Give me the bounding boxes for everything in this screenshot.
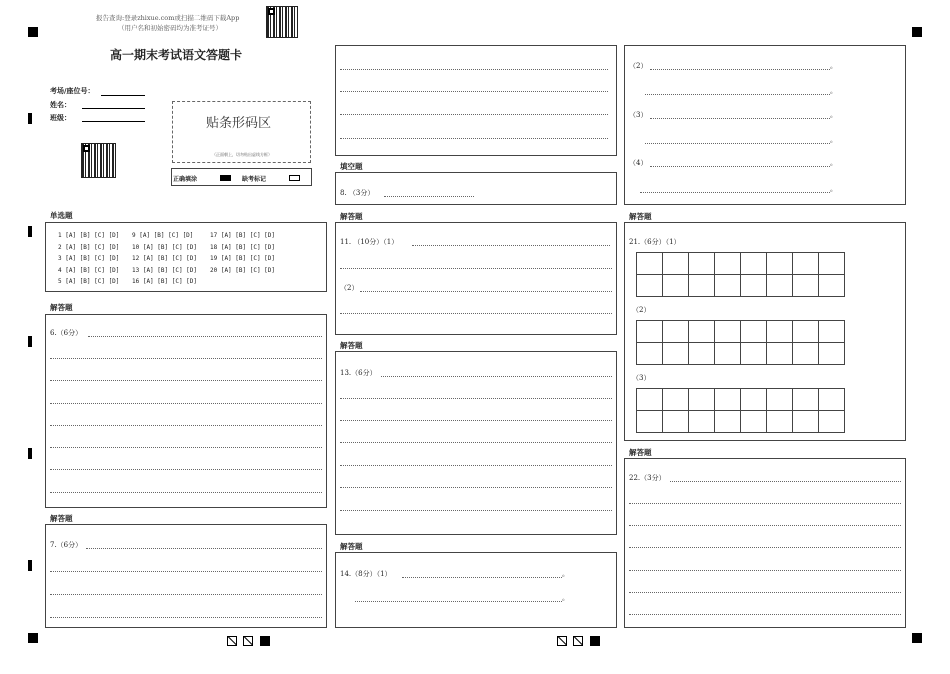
period-mark: 。 xyxy=(830,62,837,70)
part-4-label: （4） xyxy=(629,159,648,167)
choice-item[interactable]: 9 [A] [B] [C] [D] xyxy=(132,232,194,239)
answer-line[interactable] xyxy=(650,166,830,167)
answer-line[interactable] xyxy=(381,376,612,377)
page-mark-cross xyxy=(557,636,567,646)
q21-label: 21.（6分）（1） xyxy=(629,238,681,246)
answer-line[interactable] xyxy=(670,481,901,482)
answer-line[interactable] xyxy=(650,69,830,70)
page-mark-cross xyxy=(243,636,253,646)
q22-box xyxy=(624,458,906,628)
answer-line[interactable] xyxy=(629,503,901,504)
q13-label: 13.（6分） xyxy=(340,369,377,377)
choice-item[interactable]: 13 [A] [B] [C] [D] xyxy=(132,266,198,274)
period-mark: 。 xyxy=(562,594,569,602)
choice-item[interactable]: 2 [A] [B] [C] [D] xyxy=(58,243,120,251)
q14-label: 14.（8分）（1） xyxy=(340,570,392,578)
barcode-note: （正面朝上，切勿贴出虚线方框） xyxy=(212,152,272,157)
section-single-choice: 单选题 xyxy=(50,211,73,220)
q21-part3-label: （3） xyxy=(632,374,651,382)
class-label: 班级： xyxy=(50,114,71,122)
answer-line[interactable] xyxy=(340,398,612,399)
answer-line[interactable] xyxy=(50,358,322,359)
section-answer-q22: 解答题 xyxy=(629,448,652,457)
q6-box xyxy=(45,314,327,508)
continuation-box xyxy=(335,45,617,156)
corner-mark-tl xyxy=(28,27,38,37)
answer-line[interactable] xyxy=(340,510,612,511)
corner-mark-br xyxy=(912,633,922,643)
answer-line[interactable] xyxy=(384,196,474,197)
answer-line[interactable] xyxy=(340,442,612,443)
section-answer-q7: 解答题 xyxy=(50,514,73,523)
absent-mark-box[interactable] xyxy=(289,175,300,181)
answer-line[interactable] xyxy=(629,547,901,548)
answer-line[interactable] xyxy=(629,570,901,571)
period-mark: 。 xyxy=(830,111,837,119)
answer-line[interactable] xyxy=(340,420,612,421)
q6-label: 6.（6分） xyxy=(50,329,83,337)
choice-item[interactable]: 3 [A] [B] [C] [D] xyxy=(58,255,120,262)
writing-grid-3[interactable] xyxy=(636,388,845,433)
answer-line[interactable] xyxy=(412,245,610,246)
exam-room-label: 考场/座位号： xyxy=(50,87,95,95)
choice-item[interactable]: 20 [A] [B] [C] [D] xyxy=(210,266,276,274)
barcode-label: 贴条形码区 xyxy=(206,116,272,131)
timing-mark xyxy=(28,113,32,124)
answer-line[interactable] xyxy=(50,403,322,404)
absent-mark-label: 缺考标记 xyxy=(242,176,267,183)
answer-line[interactable] xyxy=(50,617,322,618)
writing-grid-2[interactable] xyxy=(636,320,845,365)
period-mark: 。 xyxy=(562,570,569,578)
timing-mark xyxy=(28,448,32,459)
period-mark: 。 xyxy=(830,136,837,144)
choice-col-2[interactable] xyxy=(132,230,197,288)
writing-grid-1[interactable] xyxy=(636,252,845,297)
choice-item[interactable]: 19 [A] [B] [C] [D] xyxy=(210,255,276,262)
answer-line[interactable] xyxy=(50,571,322,572)
section-answer-q6: 解答题 xyxy=(50,303,73,312)
answer-line[interactable] xyxy=(340,313,612,314)
choice-col-1[interactable] xyxy=(58,230,119,288)
answer-line[interactable] xyxy=(360,291,612,292)
choice-item[interactable]: 10 [A] [B] [C] [D] xyxy=(132,243,198,251)
choice-col-3[interactable] xyxy=(210,230,275,276)
answer-line[interactable] xyxy=(629,525,901,526)
section-fill-blank: 填空题 xyxy=(340,162,363,171)
section-answer-q13: 解答题 xyxy=(340,341,363,350)
timing-mark xyxy=(28,226,32,237)
page-mark-solid xyxy=(260,636,270,646)
choice-item[interactable]: 12 [A] [B] [C] [D] xyxy=(132,255,198,262)
correct-fill-sample xyxy=(220,175,231,181)
qr-code-top xyxy=(266,6,298,38)
answer-line[interactable] xyxy=(50,447,322,448)
answer-line[interactable] xyxy=(645,143,830,144)
answer-line[interactable] xyxy=(340,487,612,488)
name-field[interactable] xyxy=(82,108,145,109)
corner-mark-bl xyxy=(28,633,38,643)
choice-item[interactable]: 4 [A] [B] [C] [D] xyxy=(58,266,120,274)
correct-fill-label: 正确填涂 xyxy=(173,176,198,183)
answer-line[interactable] xyxy=(88,336,322,337)
answer-line[interactable] xyxy=(50,469,322,470)
answer-line[interactable] xyxy=(340,91,608,92)
answer-line[interactable] xyxy=(340,465,612,466)
answer-line[interactable] xyxy=(629,614,901,615)
choice-item[interactable]: 16 [A] [B] [C] [D] xyxy=(132,278,198,285)
q7-label: 7.（6分） xyxy=(50,541,83,549)
q8-label: 8. （3分） xyxy=(340,189,375,197)
notice-line-2: （用户名和初始密码均为准考证号） xyxy=(118,24,222,32)
page-mark-cross xyxy=(227,636,237,646)
timing-mark xyxy=(28,560,32,571)
q22-label: 22.（3分） xyxy=(629,474,666,482)
choice-item[interactable]: 17 [A] [B] [C] [D] xyxy=(210,232,276,239)
answer-line[interactable] xyxy=(340,138,608,139)
answer-line[interactable] xyxy=(640,192,830,193)
period-mark: 。 xyxy=(830,159,837,167)
section-answer-q11: 解答题 xyxy=(340,212,363,221)
qr-code-student xyxy=(81,143,116,178)
page-title: 高一期末考试语文答题卡 xyxy=(110,48,243,62)
choice-item[interactable]: 5 [A] [B] [C] [D] xyxy=(58,278,120,285)
answer-line[interactable] xyxy=(402,577,562,578)
answer-line[interactable] xyxy=(340,114,608,115)
corner-mark-tr xyxy=(912,27,922,37)
choice-item[interactable]: 18 [A] [B] [C] [D] xyxy=(210,243,276,251)
notice-line-1: 报告查询:登录zhixue.com或扫描二维码下载App xyxy=(96,14,240,22)
q14-box xyxy=(335,552,617,628)
choice-item[interactable]: 1 [A] [B] [C] [D] xyxy=(58,232,120,239)
name-label: 姓名： xyxy=(50,101,71,109)
q11-label: 11. （10分）（1） xyxy=(340,238,399,246)
section-answer-q21: 解答题 xyxy=(629,212,652,221)
q8-box xyxy=(335,172,617,205)
exam-room-field[interactable] xyxy=(101,95,145,96)
q7-box xyxy=(45,524,327,628)
page-mark-solid xyxy=(590,636,600,646)
class-field[interactable] xyxy=(82,121,145,122)
answer-line[interactable] xyxy=(645,94,830,95)
answer-line[interactable] xyxy=(340,69,608,70)
answer-line[interactable] xyxy=(355,601,562,602)
page-mark-cross xyxy=(573,636,583,646)
section-answer-q14: 解答题 xyxy=(340,542,363,551)
answer-line[interactable] xyxy=(50,594,322,595)
answer-line[interactable] xyxy=(629,592,901,593)
answer-line[interactable] xyxy=(340,268,612,269)
q13-box xyxy=(335,351,617,535)
q11-part2-label: （2） xyxy=(340,284,359,292)
q21-part2-label: （2） xyxy=(632,306,651,314)
answer-line[interactable] xyxy=(50,492,322,493)
part-3-label: （3） xyxy=(629,111,648,119)
period-mark: 。 xyxy=(830,185,837,193)
period-mark: 。 xyxy=(830,87,837,95)
answer-line[interactable] xyxy=(650,118,830,119)
answer-line[interactable] xyxy=(86,548,322,549)
answer-line[interactable] xyxy=(50,425,322,426)
timing-mark xyxy=(28,336,32,347)
answer-line[interactable] xyxy=(50,380,322,381)
part-2-label: （2） xyxy=(629,62,648,70)
